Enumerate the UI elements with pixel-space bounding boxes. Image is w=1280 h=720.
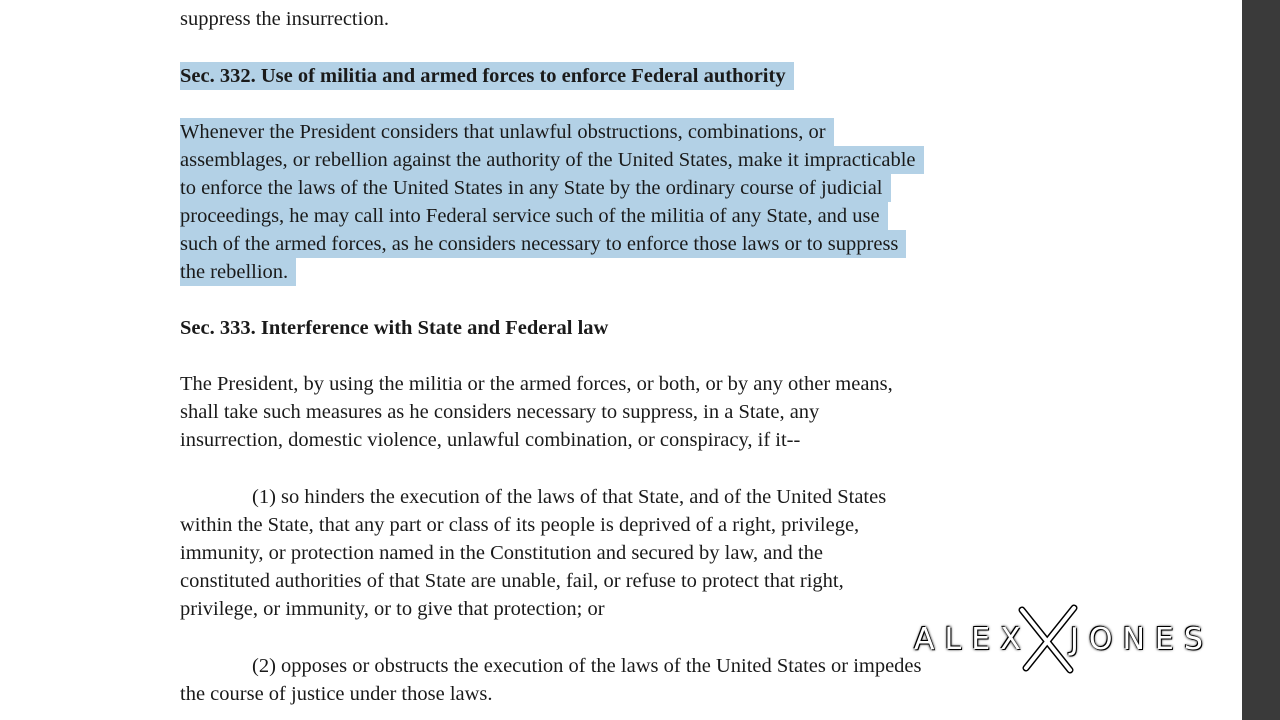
highlighted-text: Whenever the President considers that unlawful obstructions, combinations, or: [180, 118, 834, 146]
watermark-left-text: ALEX: [914, 622, 1031, 657]
text-line: immunity, or protection named in the Constitution and secured by law, and the: [180, 542, 823, 564]
highlighted-text: proceedings, he may call into Federal service such of the militia of any State, and use: [180, 202, 888, 230]
text-line: [180, 202, 888, 230]
text-line: [180, 230, 906, 258]
text-line: [180, 258, 296, 286]
text-line: (2) opposes or obstructs the execution of the laws of the United States or impedes: [252, 655, 922, 677]
text-line: within the State, that any part or class of its people is deprived of a right, privilege,: [180, 514, 860, 536]
highlighted-text: such of the armed forces, as he considers necessary to enforce those laws or to suppress: [180, 230, 906, 258]
text-line: (1) so hinders the execution of the laws of that State, and of the United States: [252, 486, 887, 508]
section-332-heading: [180, 62, 794, 90]
text-line: [180, 146, 924, 174]
text-line: [180, 118, 834, 146]
watermark-right-text: JONES: [1070, 622, 1213, 657]
highlighted-text: assemblages, or rebellion against the authority of the United States, make it impracticable: [180, 146, 924, 174]
text-line: the course of justice under those laws.: [180, 683, 493, 705]
text-line: constituted authorities of that State are unable, fail, or refuse to protect that right,: [180, 570, 844, 592]
channel-watermark: [912, 604, 1212, 674]
viewer-side-panel: [1242, 0, 1280, 720]
section-333-heading: Sec. 333. Interference with State and Federal law: [180, 317, 609, 339]
highlighted-text: Sec. 332. Use of militia and armed forces to enforce Federal authority: [180, 62, 794, 90]
highlighted-text: the rebellion.: [180, 258, 296, 286]
text-line: suppress the insurrection.: [180, 8, 389, 30]
text-line: privilege, or immunity, or to give that protection; or: [180, 598, 605, 620]
highlighted-text: to enforce the laws of the United States in any State by the ordinary course of judicial: [180, 174, 891, 202]
text-line: [180, 174, 891, 202]
text-line: shall take such measures as he considers necessary to suppress, in a State, any: [180, 401, 820, 423]
text-line: insurrection, domestic violence, unlawful combination, or conspiracy, if it--: [180, 429, 801, 451]
text-line: The President, by using the militia or the armed forces, or both, or by any other means,: [180, 373, 893, 395]
